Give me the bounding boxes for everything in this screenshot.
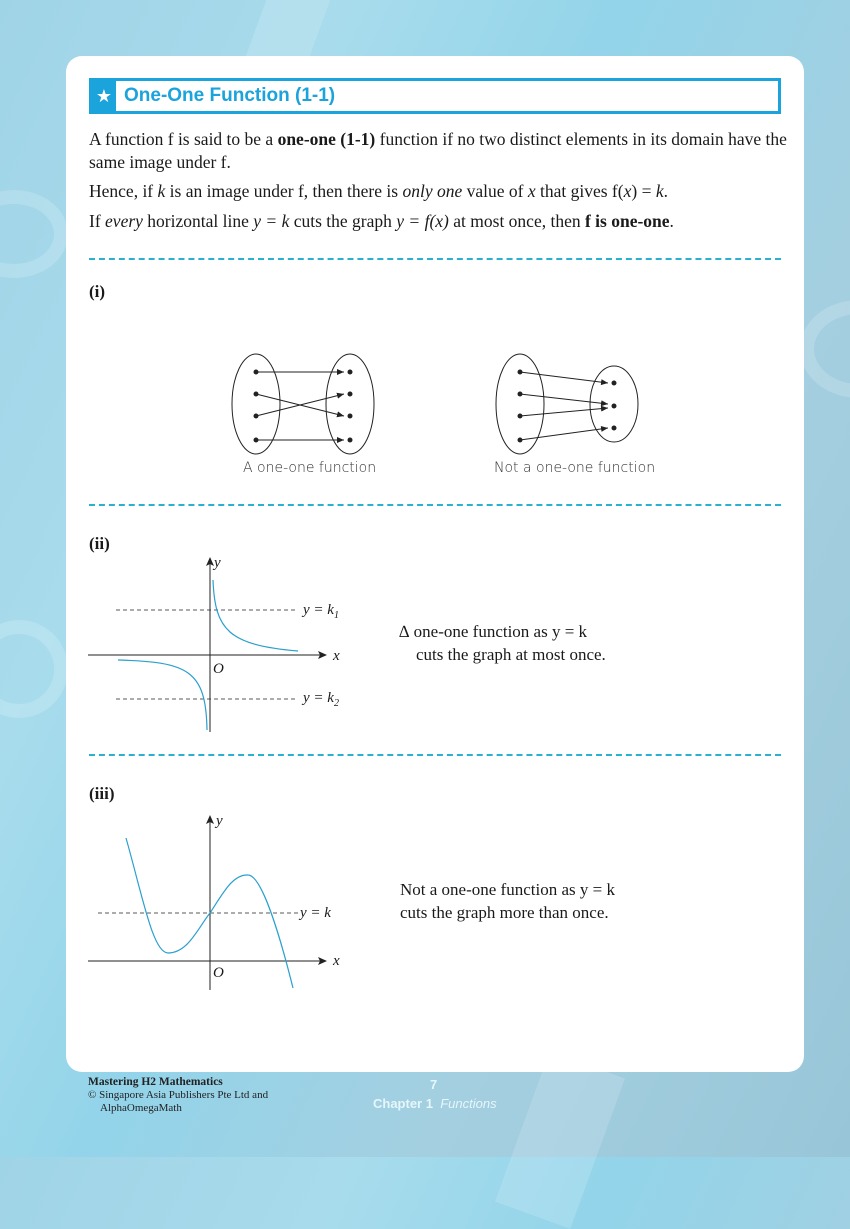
bold-conclusion: f is one-one xyxy=(584,211,670,231)
y-axis-label: y xyxy=(214,555,221,571)
note-line: Not a one-one function as y = k xyxy=(400,880,615,899)
caption-one-one: A one-one function xyxy=(243,460,377,476)
chapter-number: Chapter 1 xyxy=(373,1096,433,1111)
definition-paragraph xyxy=(89,128,789,174)
text: value of xyxy=(462,181,528,201)
var: k xyxy=(157,181,166,201)
var: k xyxy=(655,181,664,201)
note-line: cuts the graph at most once. xyxy=(416,645,606,664)
one-one-mapping-diagram xyxy=(226,352,386,462)
background-circle xyxy=(0,190,68,278)
section-title: One-One Function (1-1) xyxy=(124,85,336,106)
footer-credits xyxy=(88,1076,268,1115)
chapter-name: Functions xyxy=(440,1096,497,1111)
emphasis: only one xyxy=(402,181,463,201)
equation: y = k xyxy=(303,602,334,618)
origin-label: O xyxy=(213,965,224,981)
hence-paragraph xyxy=(89,180,789,203)
chapter-label xyxy=(373,1096,497,1111)
copyright-line: AlphaOmegaMath xyxy=(100,1102,182,1114)
text: function if no two distinct elements in its domain have the same image under f. xyxy=(89,129,787,172)
text: that gives f( xyxy=(535,181,624,201)
line-k2-label xyxy=(303,687,339,715)
line-k-label: y = k xyxy=(300,905,331,921)
text: . xyxy=(669,211,674,231)
text: cuts the graph xyxy=(289,211,397,231)
section-divider xyxy=(89,504,781,506)
text: is an image under f, then there is xyxy=(165,181,403,201)
section-divider xyxy=(89,258,781,260)
origin-label: O xyxy=(213,661,224,677)
content-card xyxy=(66,56,804,1072)
page-number: 7 xyxy=(430,1077,438,1092)
text: A function f is said to be a xyxy=(89,129,278,149)
var: x xyxy=(623,181,632,201)
background-circle xyxy=(0,620,68,718)
text: If xyxy=(89,211,106,231)
part3-note xyxy=(400,878,615,924)
equation: y = k xyxy=(253,211,290,231)
part-label-iii: (iii) xyxy=(89,784,115,803)
book-title: Mastering H2 Mathematics xyxy=(88,1076,223,1088)
part-label-i: (i) xyxy=(89,282,106,301)
text: Hence, if xyxy=(89,181,158,201)
x-axis-label: x xyxy=(333,953,340,969)
x-axis-label: x xyxy=(333,648,340,664)
y-axis-label: y xyxy=(216,813,223,829)
subscript: 2 xyxy=(333,698,339,709)
equation: y = f(x) xyxy=(396,211,449,231)
var: x xyxy=(527,181,536,201)
horizontal-line-test-paragraph xyxy=(89,210,789,233)
background-circle xyxy=(800,300,850,398)
caption-not-one-one: Not a one-one function xyxy=(494,460,656,476)
subscript: 1 xyxy=(333,610,339,621)
equation: y = k xyxy=(303,690,334,706)
line-k1-label xyxy=(303,599,339,627)
background-streak xyxy=(495,1051,625,1229)
part2-note xyxy=(399,620,606,666)
section-header xyxy=(89,78,781,114)
bold-term: one-one (1-1) xyxy=(277,129,376,149)
text: at most once, then xyxy=(448,211,585,231)
star-icon: ★ xyxy=(92,81,116,111)
not-one-one-mapping-diagram xyxy=(490,352,650,462)
text: horizontal line xyxy=(142,211,254,231)
emphasis: every xyxy=(105,211,143,231)
section-divider xyxy=(89,754,781,756)
part-label-ii: (ii) xyxy=(89,534,110,553)
note-line: cuts the graph more than once. xyxy=(400,903,609,922)
copyright-line: © Singapore Asia Publishers Pte Ltd and xyxy=(88,1089,269,1101)
note-line: ∆ one-one function as y = k xyxy=(399,622,588,641)
text: . xyxy=(663,181,668,201)
text: ) = xyxy=(631,181,656,201)
